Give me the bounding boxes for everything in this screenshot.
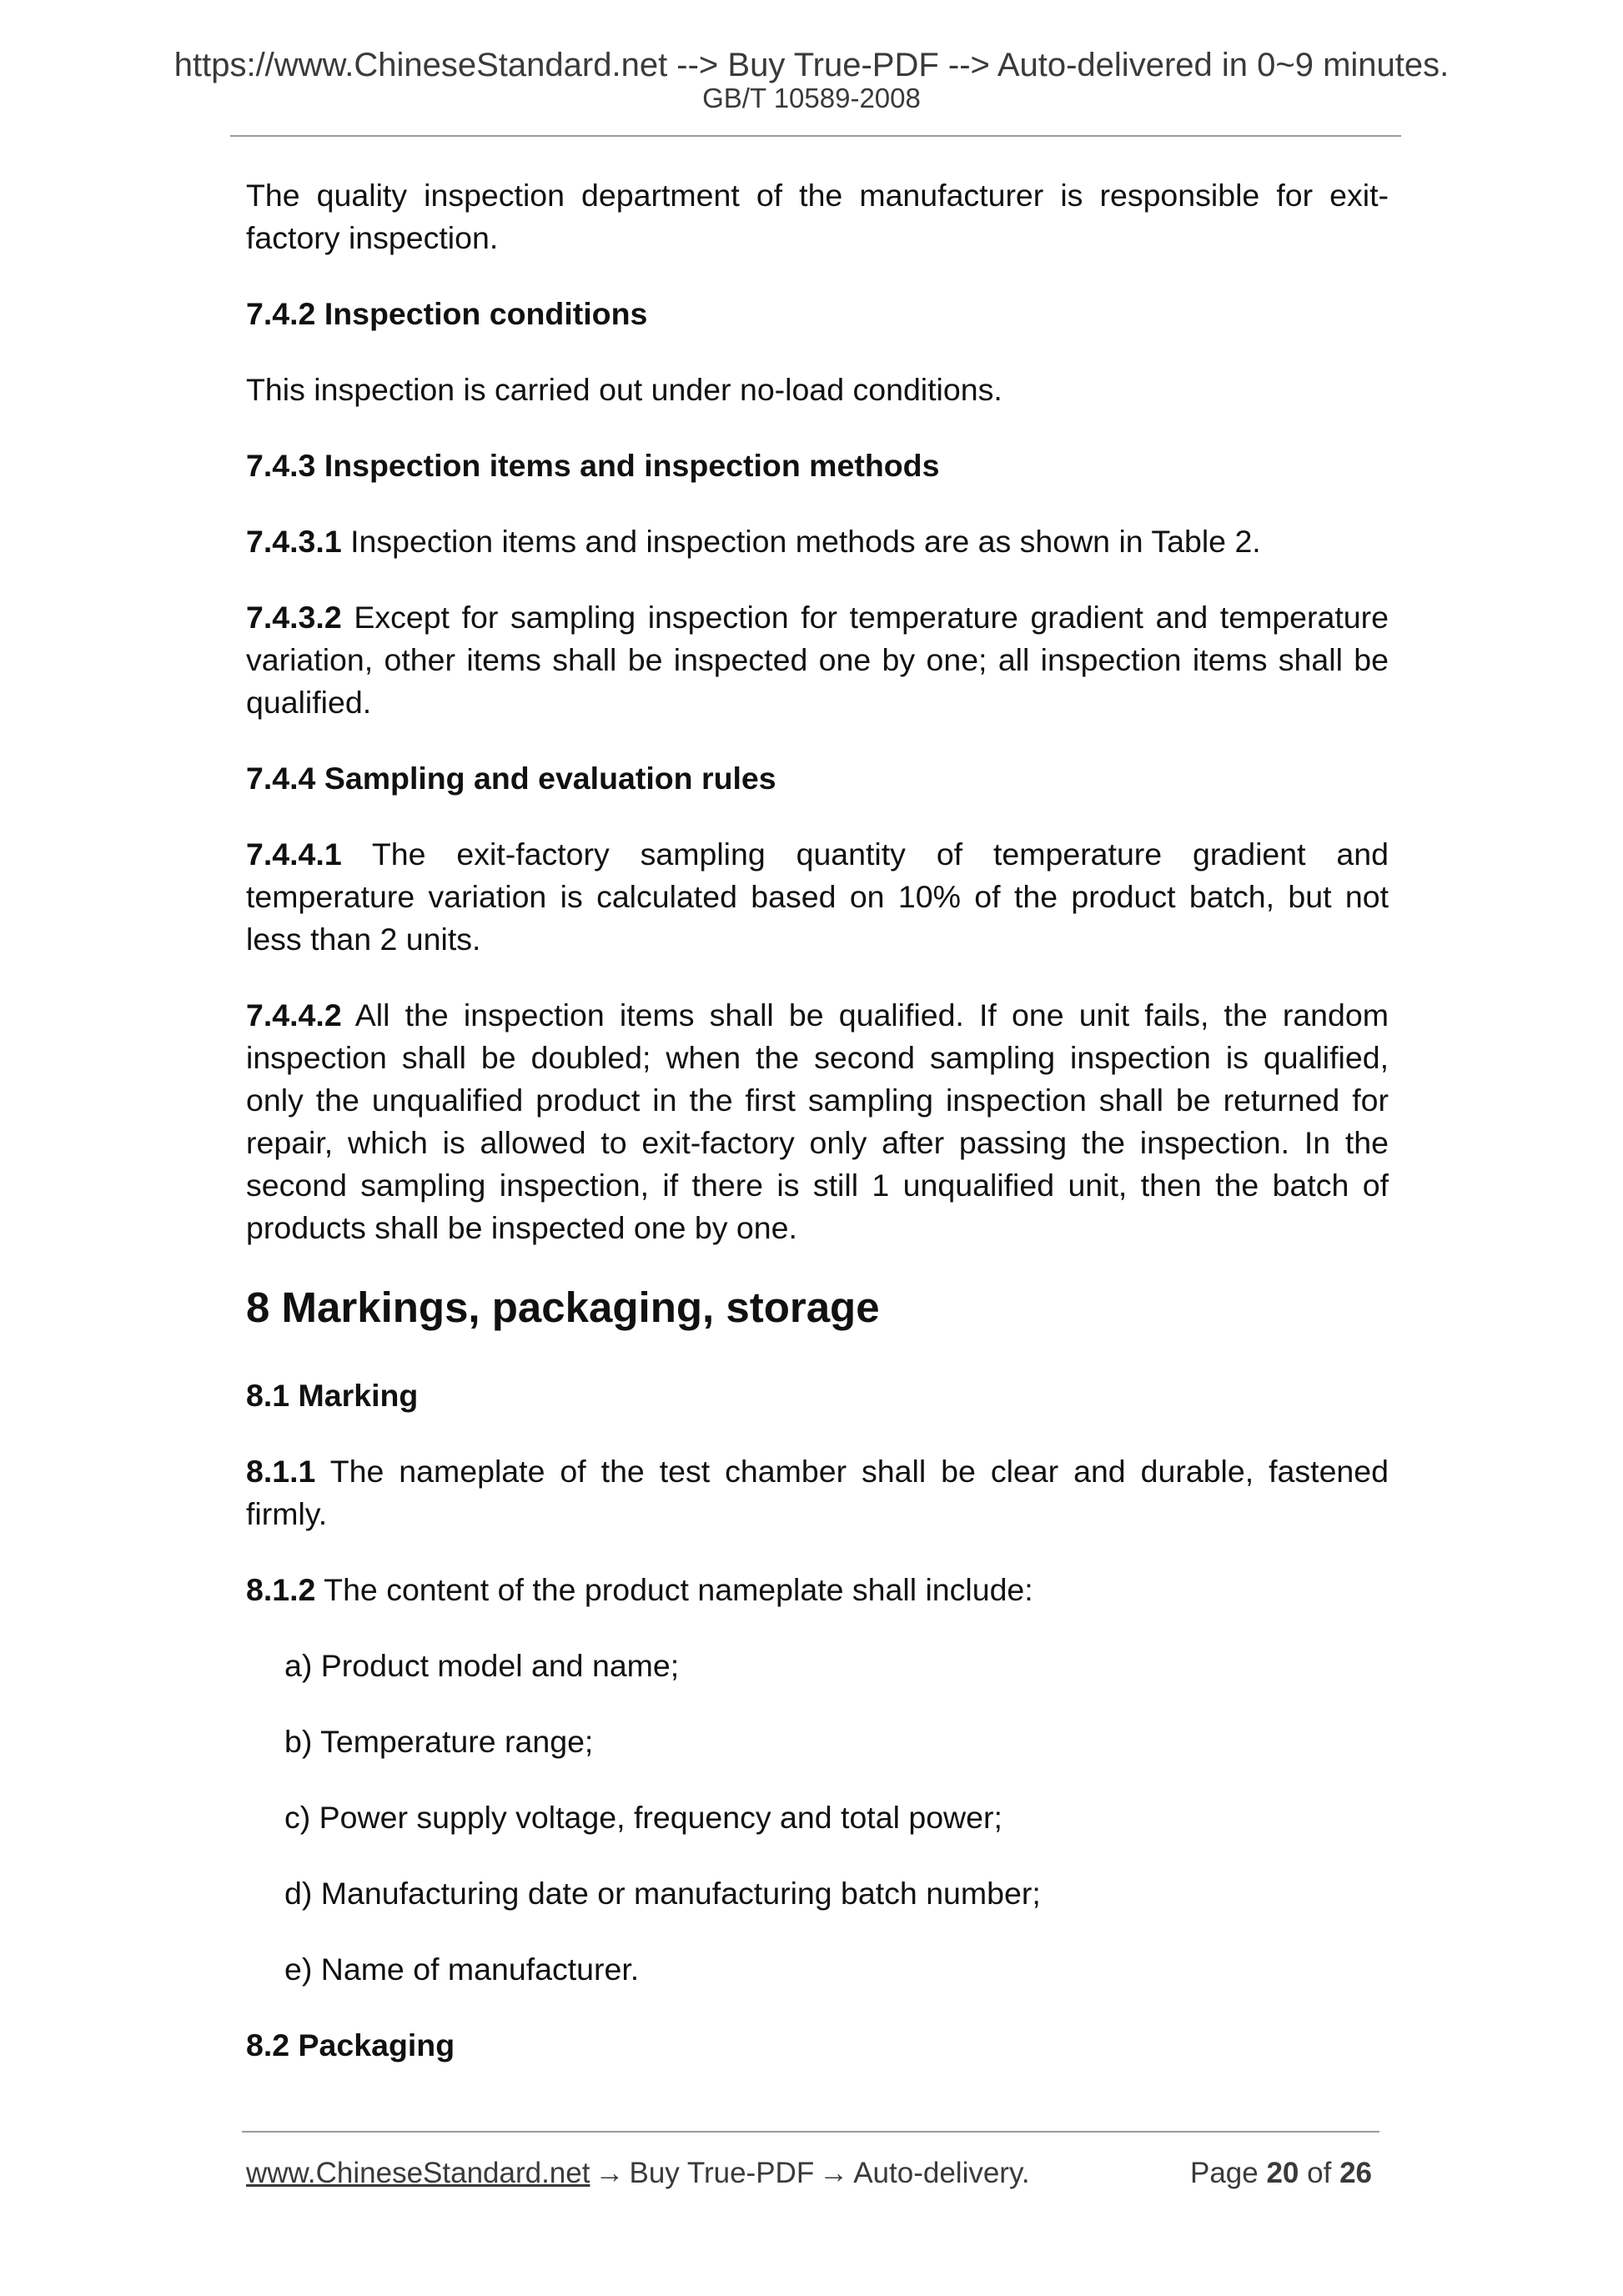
arrow-right-icon: → [819, 2157, 849, 2189]
clause-text: The exit-factory sampling quantity of temperature gradient and temperature variation is calculated based on 10% of the product batch, but not less than 2 units. [246, 837, 1389, 957]
page-footer [246, 2156, 1372, 2191]
clause-7-4-3-2 [246, 596, 1389, 724]
clause-7-4-2-heading: 7.4.2 Inspection conditions [246, 296, 648, 331]
document-body [246, 174, 1389, 2100]
page-label: Page [1189, 2157, 1259, 2189]
clause-text: All the inspection items shall be qualified. If one unit fails, the random inspection shall be doubled; when the second sampling inspection is qualified, only the unqualified product in the first sampling inspection shall be returned for repair, which is allowed to exit-factory only after passing the inspection. In the second sampling inspection, if there is still 1 unqualified unit, then the batch of products shall be inspected one by one. [246, 997, 1389, 1245]
clause-text: Except for sampling inspection for temperature gradient and temperature variation, other items shall be inspected one by one; all inspection items shall be qualified. [246, 600, 1389, 720]
clause-7-4-4-2 [246, 994, 1389, 1249]
list-item: c) Power supply voltage, frequency and total power; [284, 1800, 1002, 1835]
clause-text: The nameplate of the test chamber shall be clear and durable, fastened firmly. [246, 1454, 1389, 1531]
clause-8-1-2 [246, 1569, 1389, 1611]
current-page: 20 [1266, 2157, 1299, 2189]
total-pages: 26 [1339, 2157, 1372, 2189]
auto-delivery-text: Auto-delivery. [853, 2157, 1030, 2189]
arrow-right-icon: → [595, 2157, 625, 2189]
clause-number: 7.4.4.1 [246, 837, 342, 872]
list-item: e) Name of manufacturer. [284, 1952, 640, 1987]
clause-text: Inspection items and inspection methods are as shown in Table 2. [350, 524, 1261, 559]
clause-text: The content of the product nameplate shall include: [324, 1572, 1033, 1607]
clause-7-4-3-1 [246, 520, 1389, 563]
standard-code: GB/T 10589-2008 [702, 83, 921, 113]
clause-number: 7.4.3.2 [246, 600, 342, 635]
list-item: b) Temperature range; [284, 1724, 594, 1759]
clause-number: 8.1.2 [246, 1572, 316, 1607]
clause-8-2-heading: 8.2 Packaging [246, 2027, 455, 2062]
clause-7-4-4-heading: 7.4.4 Sampling and evaluation rules [246, 761, 776, 796]
list-item: d) Manufacturing date or manufacturing batch number; [284, 1876, 1041, 1911]
clause-number: 8.1.1 [246, 1454, 316, 1489]
website-link[interactable]: www.ChineseStandard.net [246, 2157, 590, 2189]
of-label: of [1307, 2157, 1332, 2189]
footer-divider [242, 2131, 1379, 2133]
clause-number: 7.4.4.2 [246, 997, 342, 1032]
buy-pdf-text: Buy True-PDF [629, 2157, 815, 2189]
source-banner: https://www.ChineseStandard.net --> Buy True-PDF --> Auto-delivered in 0~9 minutes. [173, 47, 1450, 83]
section-8-heading: 8 Markings, packaging, storage [246, 1284, 880, 1331]
clause-8-1-1 [246, 1450, 1389, 1535]
clause-7-4-2-text: This inspection is carried out under no-load conditions. [246, 372, 1002, 407]
page-indicator [1190, 2156, 1372, 2191]
clause-7-4-3-heading: 7.4.3 Inspection items and inspection methods [246, 448, 940, 483]
list-item: a) Product model and name; [284, 1648, 680, 1683]
intro-paragraph: The quality inspection department of the manufacturer is responsible for exit-factory inspection. [246, 178, 1389, 255]
clause-8-1-heading: 8.1 Marking [246, 1378, 419, 1413]
clause-number: 7.4.3.1 [246, 524, 342, 559]
header-divider [230, 135, 1401, 137]
clause-7-4-4-1 [246, 833, 1389, 961]
